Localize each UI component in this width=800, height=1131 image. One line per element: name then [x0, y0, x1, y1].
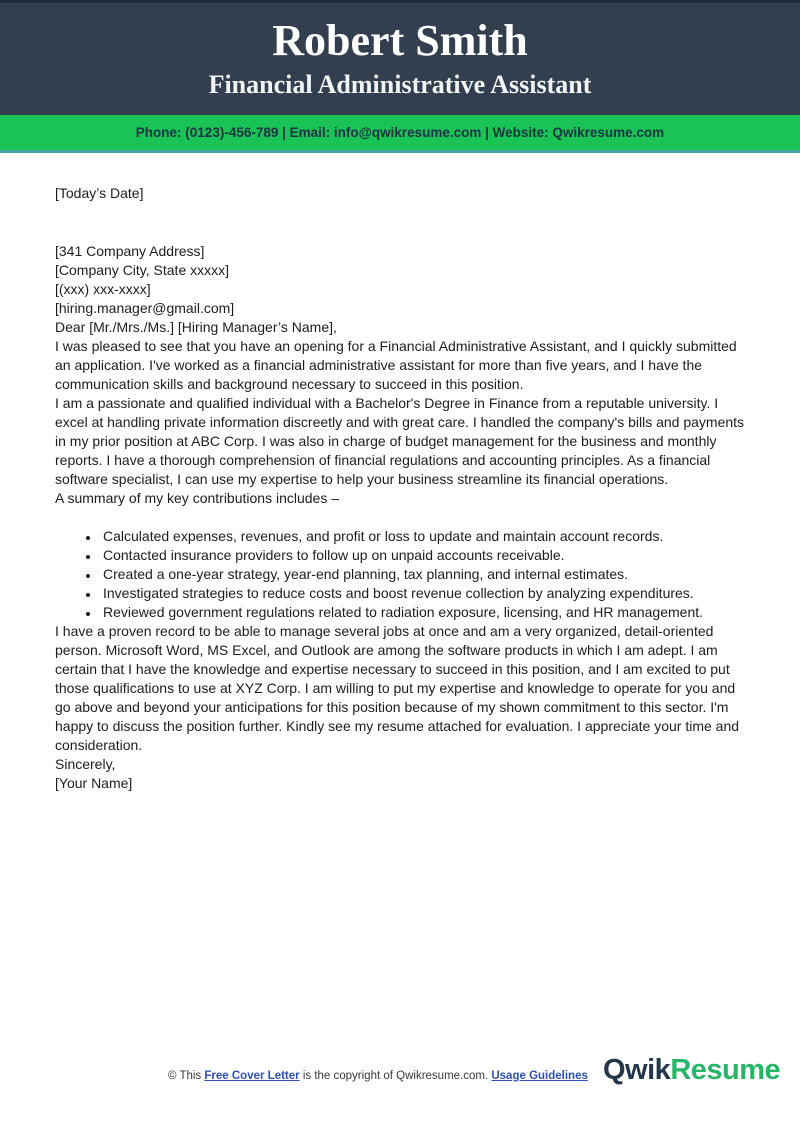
list-item-strategy: • Created a one-year strategy, year-end planning, tax planning, and internal estimates. [100, 565, 745, 584]
list-item-regulations: • Reviewed government regulations related to radiation exposure, licensing, and HR management. [100, 603, 745, 622]
candidate-name: Robert Smith [272, 16, 528, 65]
recipient-address-block [55, 242, 745, 318]
copyright-line [168, 1070, 588, 1082]
address-line-phone: [(xxx) xxx-xxxx] [55, 281, 151, 298]
list-item-insurance: • Contacted insurance providers to follow up on unpaid accounts receivable. [100, 546, 745, 565]
signoff-block [55, 755, 745, 793]
letter-body [0, 153, 800, 793]
paragraph-qualifications: I am a passionate and qualified individual with a Bachelor's Degree in Finance from a reputable university. I excel at handling private information discreetly and with great care. I handled the company's bills and payments in my prior position at ABC Corp. I was also in charge of budget management for the business and monthly reports. I have a thorough comprehension of financial regulations and accounting principles. As a financial software specialist, I can use my expertise to help your business streamline its financial operations. [55, 395, 745, 488]
job-title: Financial Administrative Assistant [208, 70, 592, 100]
logo-resume-text: Resume [670, 1054, 781, 1086]
signature-placeholder: [Your Name] [55, 775, 133, 792]
salutation: Dear [Mr./Mrs./Ms.] [Hiring Manager’s Name], [55, 319, 337, 336]
logo-qwik-text: Qwik [603, 1054, 671, 1086]
signoff-word: Sincerely, [55, 756, 116, 773]
contact-info: Phone: (0123)-456-789 | Email: info@qwikresume.com | Website: Qwikresume.com [135, 125, 665, 141]
free-cover-letter-link[interactable]: Free Cover Letter [204, 1070, 300, 1082]
address-line-email: [hiring.manager@gmail.com] [55, 300, 235, 317]
qwikresume-logo [603, 1054, 780, 1087]
address-line-street: [341 Company Address] [55, 243, 205, 260]
header-banner [0, 0, 800, 115]
paragraph-opening: I was pleased to see that you have an opening for a Financial Administrative Assistant, and I quickly submitted an application. I've worked as a financial administrative assistant for more than five years, and I have the communication skills and background necessary to succeed in this position. [55, 338, 737, 393]
list-item-expenses: • Calculated expenses, revenues, and profit or loss to update and maintain account records. [100, 527, 745, 546]
contributions-list [55, 527, 745, 622]
summary-intro: A summary of my key contributions includes – [55, 490, 340, 507]
usage-guidelines-link[interactable]: Usage Guidelines [491, 1070, 588, 1082]
copyright-prefix: © This [168, 1070, 205, 1082]
list-item-costs: • Investigated strategies to reduce costs and boost revenue collection by analyzing expenditures. [100, 584, 745, 603]
contact-bar [0, 115, 800, 153]
date-placeholder: [Today’s Date] [55, 185, 144, 202]
address-line-city: [Company City, State xxxxx] [55, 262, 230, 279]
copyright-middle: is the copyright of Qwikresume.com. [299, 1070, 492, 1082]
paragraph-closing: I have a proven record to be able to manage several jobs at once and am a very organized, detail-oriented person. Microsoft Word, MS Excel, and Outlook are among the software products in which I am adept. I am certain that I have the knowledge and expertise necessary to succeed in this position, and I am excited to put those qualifications to use at XYZ Corp. I am willing to put my expertise and knowledge to operate for you and go above and beyond your anticipations for this position because of my shown commitment to this sector. I'm happy to discuss the position further. Kindly see my resume attached for evaluation. I appreciate your time and consideration. [55, 623, 740, 754]
